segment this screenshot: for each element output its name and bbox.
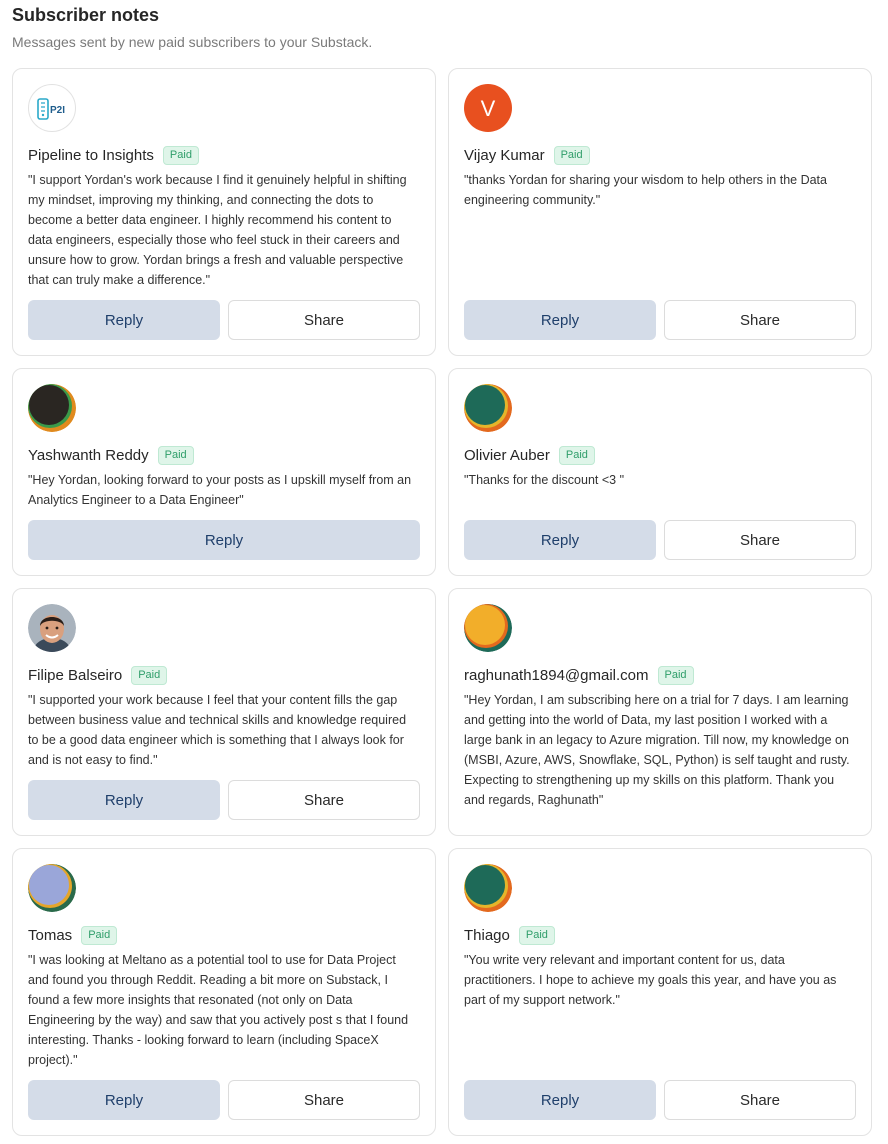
note-card-tomas (12, 848, 436, 1136)
reply-button[interactable]: Reply (28, 520, 420, 560)
subscriber-message: "Thanks for the discount <3 " (464, 473, 625, 487)
name-row (28, 145, 199, 165)
paid-badge: Paid (163, 146, 199, 165)
note-card-thiago (448, 848, 872, 1136)
page-title: Subscriber notes (12, 5, 160, 25)
name-row (464, 145, 590, 165)
share-button[interactable]: Share (228, 780, 420, 820)
paid-badge: Paid (519, 926, 555, 945)
paid-badge: Paid (559, 446, 595, 465)
default-avatar-icon (464, 864, 512, 912)
paid-badge: Paid (554, 146, 590, 165)
subscriber-name: Vijay Kumar (464, 146, 545, 164)
paid-badge: Paid (158, 446, 194, 465)
svg-text:P2I: P2I (50, 105, 66, 116)
profile-photo-icon (28, 604, 76, 652)
letter-avatar-icon (464, 84, 512, 132)
paid-badge: Paid (131, 666, 167, 685)
header (12, 4, 372, 51)
avatar (464, 384, 512, 432)
subscriber-message: "I was looking at Meltano as a potential tool to use for Data Project and found you through Reddit. Reading a bit more on Substack, I found a few more insights that resonated (not only on Data Engineering by the way) and saw that you actively post s that I found interesting. Thanks - looking forward to learn (including SpaceX project)." (28, 953, 409, 1067)
paid-badge: Paid (81, 926, 117, 945)
reply-button[interactable]: Reply (28, 780, 220, 820)
subscriber-name: Pipeline to Insights (28, 146, 154, 164)
avatar (28, 864, 76, 912)
share-button[interactable]: Share (228, 1080, 420, 1120)
share-button[interactable]: Share (228, 300, 420, 340)
reply-button[interactable]: Reply (464, 520, 656, 560)
subscriber-message: "I support Yordan's work because I find it genuinely helpful in shifting my mindset, improving my thinking, and connecting the dots to become a better data engineer. I highly recommend his content to data engineers, especially those who feel stuck in their careers and unsure how to grow. Yordan brings a fresh and valuable perspective that can truly make a difference." (28, 173, 407, 287)
reply-button[interactable]: Reply (464, 1080, 656, 1120)
name-row (28, 445, 194, 465)
note-card-filipe-balseiro (12, 588, 436, 836)
default-avatar-icon (28, 384, 76, 432)
default-avatar-icon (464, 604, 512, 652)
avatar (28, 384, 76, 432)
name-row (464, 445, 595, 465)
default-avatar-icon (464, 384, 512, 432)
subscriber-name: Olivier Auber (464, 446, 550, 464)
note-card-vijay-kumar (448, 68, 872, 356)
reply-button[interactable]: Reply (28, 1080, 220, 1120)
share-button[interactable]: Share (664, 300, 856, 340)
avatar (28, 84, 76, 132)
subscriber-message: "Hey Yordan, I am subscribing here on a trial for 7 days. I am learning and getting into the world of Data, my last position I worked with a large bank in an legacy to Azure migration. Till now, my knowledge on (MSBI, Azure, AWS, Snowflake, SQL, Python) is self taught and rusty. Expecting to strengthening up my skills on this platform. Thank you and regards, Raghunath" (464, 693, 850, 807)
subscriber-name: Filipe Balseiro (28, 666, 123, 684)
name-row (28, 665, 167, 685)
page-subtitle: Messages sent by new paid subscribers to your Substack. (12, 34, 373, 50)
subscriber-message: "thanks Yordan for sharing your wisdom to help others in the Data engineering community." (464, 173, 827, 207)
name-row (28, 925, 117, 945)
note-card-pipeline-to-insights (12, 68, 436, 356)
svg-text:V: V (480, 96, 496, 121)
p2i-logo-icon (29, 85, 76, 132)
reply-button[interactable]: Reply (464, 300, 656, 340)
subscriber-name: Tomas (28, 926, 73, 944)
default-avatar-icon (28, 864, 76, 912)
subscriber-message: "Hey Yordan, looking forward to your posts as I upskill myself from an Analytics Engineer to a Data Engineer" (28, 473, 412, 507)
avatar (28, 604, 76, 652)
subscriber-message: "You write very relevant and important content for us, data practitioners. I hope to achieve my goals this year, and have you as part of my support network." (464, 953, 837, 1007)
name-row (464, 925, 555, 945)
paid-badge: Paid (658, 666, 694, 685)
share-button[interactable]: Share (664, 520, 856, 560)
note-card-yashwanth-reddy (12, 368, 436, 576)
reply-button[interactable]: Reply (28, 300, 220, 340)
subscriber-name: raghunath1894@gmail.com (464, 666, 649, 684)
share-button[interactable]: Share (664, 1080, 856, 1120)
subscriber-name: Thiago (464, 926, 510, 944)
subscriber-message: "I supported your work because I feel that your content fills the gap between business value and technical skills and knowledge required to be a good data engineer which is something that I always look for and is not easy to find." (28, 693, 407, 767)
avatar (464, 864, 512, 912)
note-card-olivier-auber (448, 368, 872, 576)
note-card-raghunath (448, 588, 872, 836)
name-row (464, 665, 694, 685)
avatar (464, 84, 512, 132)
avatar (464, 604, 512, 652)
subscriber-name: Yashwanth Reddy (28, 446, 149, 464)
